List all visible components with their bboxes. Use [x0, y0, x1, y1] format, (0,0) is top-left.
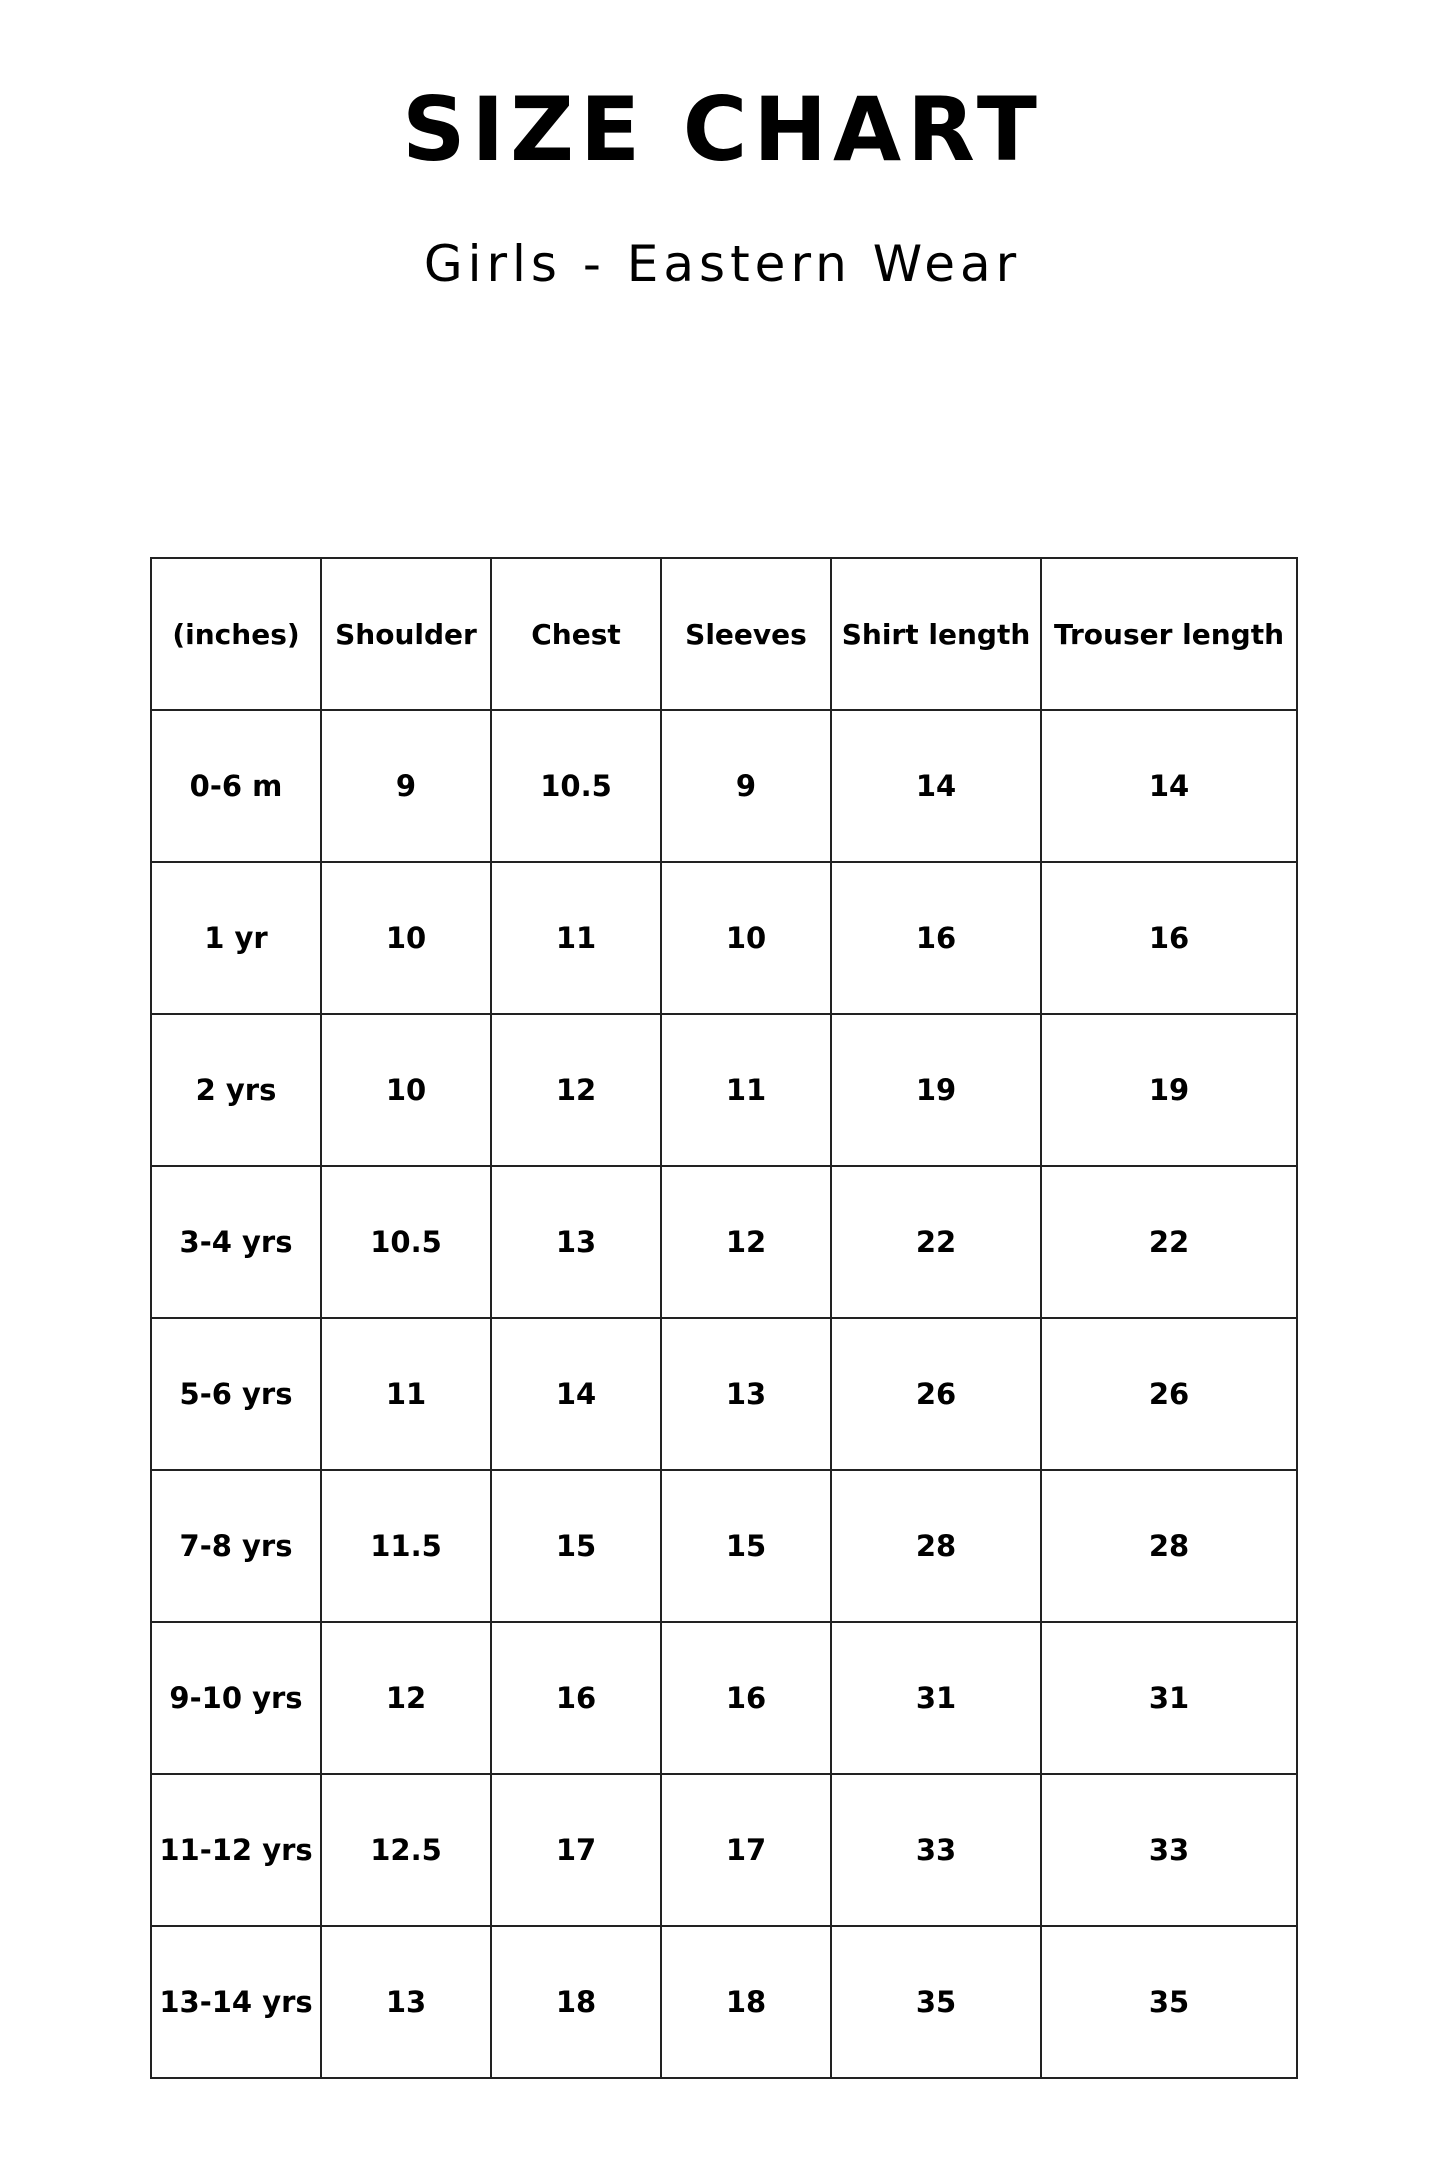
size-label-cell: 2 yrs [151, 1014, 321, 1166]
shoulder-cell: 11 [321, 1318, 491, 1470]
size-table [150, 557, 1298, 2079]
shirt-length-cell: 35 [831, 1926, 1041, 2078]
sleeves-cell: 15 [661, 1470, 831, 1622]
table-header-row [151, 558, 1297, 710]
trouser-length-cell: 28 [1041, 1470, 1297, 1622]
sleeves-cell: 13 [661, 1318, 831, 1470]
shoulder-cell: 13 [321, 1926, 491, 2078]
table-body [151, 710, 1297, 2078]
table-row [151, 1014, 1297, 1166]
shoulder-cell: 11.5 [321, 1470, 491, 1622]
chest-cell: 11 [491, 862, 661, 1014]
chest-cell: 13 [491, 1166, 661, 1318]
trouser-length-cell: 16 [1041, 862, 1297, 1014]
chart-title: SIZE CHART [402, 78, 1043, 181]
trouser-length-cell: 22 [1041, 1166, 1297, 1318]
chest-cell: 18 [491, 1926, 661, 2078]
size-label-cell: 1 yr [151, 862, 321, 1014]
shoulder-cell: 12.5 [321, 1774, 491, 1926]
table-row [151, 1774, 1297, 1926]
sleeves-cell: 16 [661, 1622, 831, 1774]
shirt-length-cell: 26 [831, 1318, 1041, 1470]
table-row [151, 1166, 1297, 1318]
table-row [151, 1318, 1297, 1470]
chest-cell: 17 [491, 1774, 661, 1926]
header-unit: (inches) [151, 558, 321, 710]
table-row [151, 1926, 1297, 2078]
trouser-length-cell: 26 [1041, 1318, 1297, 1470]
sleeves-cell: 11 [661, 1014, 831, 1166]
trouser-length-cell: 35 [1041, 1926, 1297, 2078]
size-label-cell: 5-6 yrs [151, 1318, 321, 1470]
sleeves-cell: 9 [661, 710, 831, 862]
shoulder-cell: 9 [321, 710, 491, 862]
size-label-cell: 13-14 yrs [151, 1926, 321, 2078]
shoulder-cell: 10 [321, 862, 491, 1014]
table-row [151, 1470, 1297, 1622]
shirt-length-cell: 14 [831, 710, 1041, 862]
header-shoulder: Shoulder [321, 558, 491, 710]
header-sleeves: Sleeves [661, 558, 831, 710]
size-label-cell: 11-12 yrs [151, 1774, 321, 1926]
size-label-cell: 9-10 yrs [151, 1622, 321, 1774]
trouser-length-cell: 33 [1041, 1774, 1297, 1926]
trouser-length-cell: 14 [1041, 710, 1297, 862]
shoulder-cell: 12 [321, 1622, 491, 1774]
size-label-cell: 7-8 yrs [151, 1470, 321, 1622]
shirt-length-cell: 33 [831, 1774, 1041, 1926]
header-chest: Chest [491, 558, 661, 710]
table-row [151, 862, 1297, 1014]
trouser-length-cell: 19 [1041, 1014, 1297, 1166]
sleeves-cell: 10 [661, 862, 831, 1014]
table-row [151, 710, 1297, 862]
chest-cell: 12 [491, 1014, 661, 1166]
table-row [151, 1622, 1297, 1774]
chest-cell: 14 [491, 1318, 661, 1470]
size-label-cell: 0-6 m [151, 710, 321, 862]
trouser-length-cell: 31 [1041, 1622, 1297, 1774]
header-shirt-length: Shirt length [831, 558, 1041, 710]
shirt-length-cell: 31 [831, 1622, 1041, 1774]
sleeves-cell: 18 [661, 1926, 831, 2078]
chest-cell: 16 [491, 1622, 661, 1774]
chart-subtitle: Girls - Eastern Wear [423, 235, 1022, 293]
chest-cell: 10.5 [491, 710, 661, 862]
chest-cell: 15 [491, 1470, 661, 1622]
shirt-length-cell: 16 [831, 862, 1041, 1014]
sleeves-cell: 12 [661, 1166, 831, 1318]
shirt-length-cell: 28 [831, 1470, 1041, 1622]
shirt-length-cell: 19 [831, 1014, 1041, 1166]
sleeves-cell: 17 [661, 1774, 831, 1926]
shoulder-cell: 10 [321, 1014, 491, 1166]
shirt-length-cell: 22 [831, 1166, 1041, 1318]
header-trouser-length: Trouser length [1041, 558, 1297, 710]
size-label-cell: 3-4 yrs [151, 1166, 321, 1318]
shoulder-cell: 10.5 [321, 1166, 491, 1318]
